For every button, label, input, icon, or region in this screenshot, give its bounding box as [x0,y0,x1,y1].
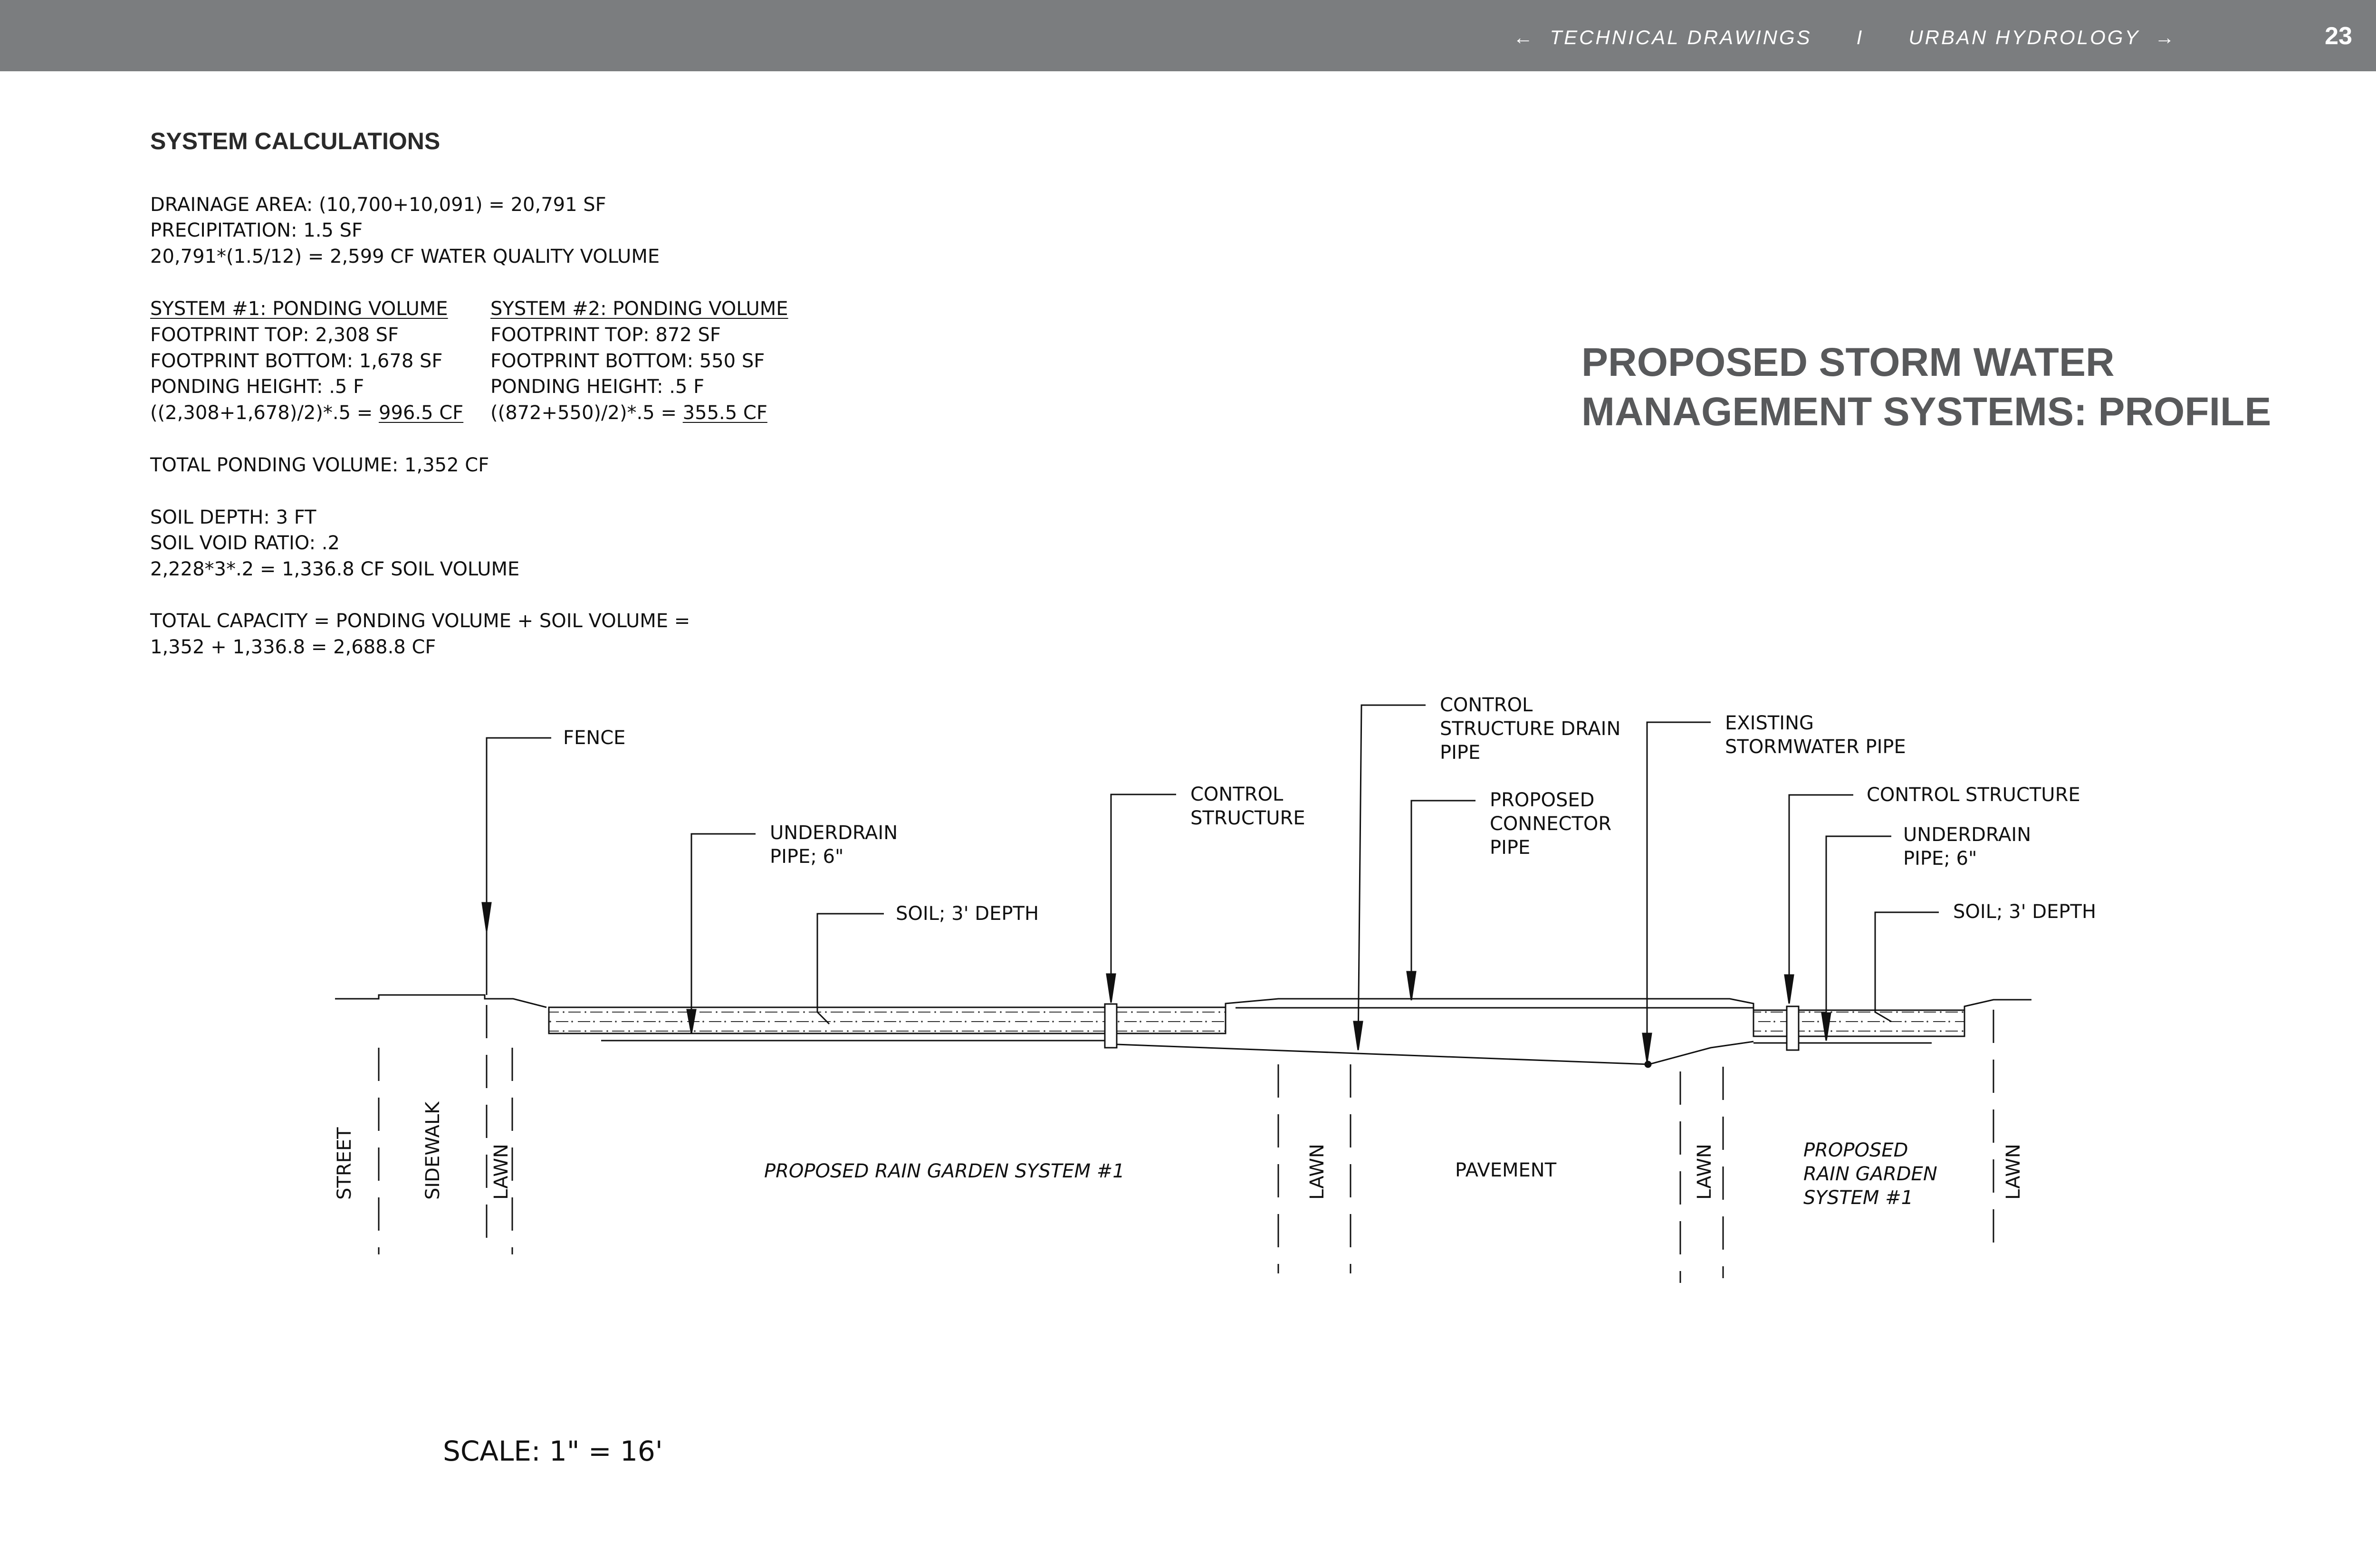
rain-garden-2-soil-bed [1753,1010,1964,1036]
underdrain-1-label: UNDERDRAIN PIPE; 6" [770,822,898,868]
control-structure-2-label: CONTROL STRUCTURE [1867,784,2080,806]
nav-separator-glyph: I [1856,26,1864,48]
underdrain-1-leader [691,834,756,1031]
system1-formula: ((2,308+1,678)/2)*.5 = [150,402,379,424]
system2-height: PONDING HEIGHT: .5 F [490,376,705,398]
soil-2-leader [1875,912,1939,1022]
control-structure-1 [1105,1004,1117,1048]
connector-pipe-label: PROPOSED CONNECTOR PIPE [1490,789,1612,859]
connector-arrow [1407,972,1416,1000]
fence-leader [487,738,551,927]
connector-leader [1411,801,1475,998]
system2-result: 355.5 CF [682,402,767,424]
zone-pavement-label: PAVEMENT [1455,1159,1557,1181]
system1-top: FOOTPRINT TOP: 2,308 SF [150,324,399,346]
nav-prev-link[interactable]: ← TECHNICAL DRAWINGS [1513,26,1812,48]
control-2-leader [1789,795,1853,1003]
existing-pipe-arrow [1643,1033,1651,1062]
page-number: 23 [2325,22,2352,50]
water-quality-text: 20,791*(1.5/12) = 2,599 CF WATER QUALITY VOLUME [150,246,660,268]
system2-heading: SYSTEM #2: PONDING VOLUME [490,298,788,320]
control-structure-1-label: CONTROL STRUCTURE [1190,784,1305,829]
junction-point [1645,1061,1651,1067]
soil-1-label: SOIL; 3' DEPTH [896,903,1039,925]
pavement-hump [1226,999,1753,1014]
zone-lawn-1-label: LAWN [490,1144,512,1200]
soil-void-text: SOIL VOID RATIO: .2 [150,532,340,554]
connector-pipe [1117,1042,1753,1064]
zone-sidewalk-label: SIDEWALK [422,1101,444,1200]
zone-lawn-3-label: LAWN [1694,1144,1715,1200]
control-drain-pipe-label: CONTROL STRUCTURE DRAIN PIPE [1440,694,1621,764]
system2-top: FOOTPRINT TOP: 872 SF [490,324,721,346]
scale-label: SCALE: 1" = 16' [443,1435,663,1467]
total-ponding-text: TOTAL PONDING VOLUME: 1,352 CF [150,454,489,476]
zone-rain-garden-2-label: PROPOSED RAIN GARDEN SYSTEM #1 [1803,1139,1937,1209]
soil-depth-text: SOIL DEPTH: 3 FT [150,507,316,528]
underdrain-2-leader [1826,836,1891,1038]
ground-line-left [335,995,546,1007]
system2-bottom: FOOTPRINT BOTTOM: 550 SF [490,350,765,372]
total-capacity-text: TOTAL CAPACITY = PONDING VOLUME + SOIL VOLUME = [150,610,690,632]
system1-height: PONDING HEIGHT: .5 F [150,376,364,398]
system1-result: 996.5 CF [379,402,464,424]
existing-pipe-leader [1647,722,1711,1060]
total-capacity-result: 1,352 + 1,336.8 = 2,688.8 CF [150,636,436,658]
drain-pipe-leader [1358,705,1426,1048]
soil-2-label: SOIL; 3' DEPTH [1953,901,2097,923]
system1-bottom: FOOTPRINT BOTTOM: 1,678 SF [150,350,443,372]
rain-garden-1-soil-bed [549,1007,1226,1033]
soil-volume-text: 2,228*3*.2 = 1,336.8 CF SOIL VOLUME [150,558,520,580]
existing-pipe-label: EXISTING STORMWATER PIPE [1725,712,1906,758]
control-1-leader [1111,794,1176,1000]
control-structure-2 [1787,1006,1799,1050]
fence-arrow [482,903,491,931]
fence-label: FENCE [563,727,626,749]
underdrain-2-label: UNDERDRAIN PIPE; 6" [1903,824,2031,870]
control-1-arrow [1107,974,1115,1003]
precipitation-text: PRECIPITATION: 1.5 SF [150,220,363,241]
zone-street-label: STREET [334,1127,355,1200]
zone-lawn-4-label: LAWN [2002,1144,2024,1200]
control-2-arrow [1785,975,1793,1004]
profile-title-line-1: PROPOSED STORM WATER [1581,340,2115,384]
system1-heading: SYSTEM #1: PONDING VOLUME [150,298,448,320]
calculations-title: SYSTEM CALCULATIONS [150,128,441,154]
profile-title-line-2: MANAGEMENT SYSTEMS: PROFILE [1581,389,2271,434]
drain-pipe-arrow [1354,1022,1362,1050]
drainage-area-text: DRAINAGE AREA: (10,700+10,091) = 20,791 SF [150,194,606,216]
zone-rain-garden-1-label: PROPOSED RAIN GARDEN SYSTEM #1 [764,1160,1125,1182]
zone-lawn-2-label: LAWN [1306,1144,1328,1200]
nav-next-link[interactable]: URBAN HYDROLOGY → [1908,26,2176,48]
system2-formula: ((872+550)/2)*.5 = [490,402,683,424]
ground-line-right [1964,1000,2031,1010]
